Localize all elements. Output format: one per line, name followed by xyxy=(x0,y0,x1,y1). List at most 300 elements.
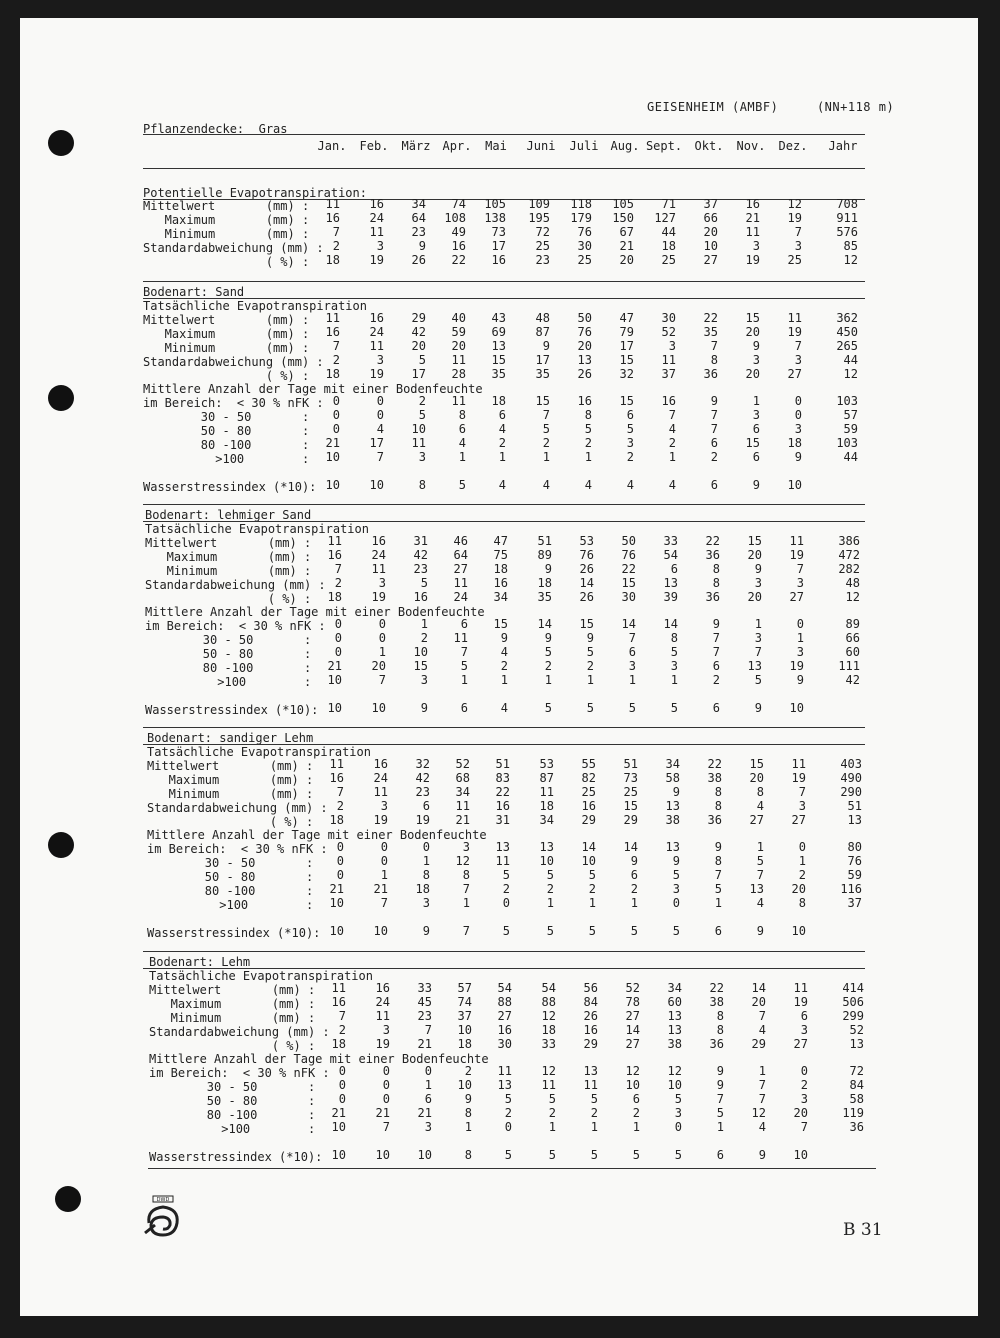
table-cell: 9 xyxy=(714,840,722,854)
row-label: Wasserstressindex (*10): xyxy=(143,480,317,494)
table-cell: 7 xyxy=(462,924,470,938)
table-cell: 3 xyxy=(422,896,430,910)
table-cell: 10 xyxy=(325,478,340,492)
table-cell: 103 xyxy=(836,436,858,450)
table-cell: 36 xyxy=(709,1037,724,1051)
table-cell: 8 xyxy=(714,854,722,868)
table-cell: 7 xyxy=(712,645,720,659)
table-cell: 6 xyxy=(800,1009,808,1023)
table-cell: 9 xyxy=(754,701,762,715)
days-title: Mittlere Anzahl der Tage mit einer Bodenfeuchte xyxy=(149,1052,489,1066)
table-cell: 33 xyxy=(417,981,432,995)
table-cell: 3 xyxy=(668,339,676,353)
divider xyxy=(143,504,865,505)
table-cell: 1 xyxy=(586,673,594,687)
table-cell: 18 xyxy=(491,394,506,408)
table-cell: 22 xyxy=(495,785,510,799)
table-cell: 576 xyxy=(836,225,858,239)
divider xyxy=(148,1168,876,1169)
table-cell: 76 xyxy=(577,325,592,339)
month-header: Apr. xyxy=(442,139,472,153)
table-cell: 11 xyxy=(327,534,342,548)
table-cell: 7 xyxy=(758,1092,766,1106)
table-cell: 8 xyxy=(462,868,470,882)
table-cell: 47 xyxy=(619,311,634,325)
table-cell: 29 xyxy=(411,311,426,325)
table-cell: 108 xyxy=(444,211,466,225)
table-cell: 4 xyxy=(500,645,508,659)
table-cell: 2 xyxy=(418,394,426,408)
days-title: Mittlere Anzahl der Tage mit einer Bodenfeuchte xyxy=(143,382,483,396)
row-label: 30 - 50 : xyxy=(149,1080,316,1094)
table-cell: 1 xyxy=(548,1120,556,1134)
table-cell: 11 xyxy=(495,854,510,868)
table-cell: 0 xyxy=(382,1092,390,1106)
table-cell: 29 xyxy=(583,1037,598,1051)
table-cell: 9 xyxy=(752,339,760,353)
table-cell: 29 xyxy=(751,1037,766,1051)
table-cell: 7 xyxy=(424,1023,432,1037)
table-cell: 20 xyxy=(749,771,764,785)
table-cell: 4 xyxy=(500,701,508,715)
table-cell: 7 xyxy=(460,645,468,659)
table-cell: 36 xyxy=(703,367,718,381)
table-cell: 11 xyxy=(541,1078,556,1092)
table-cell: 34 xyxy=(493,590,508,604)
table-cell: 87 xyxy=(539,771,554,785)
table-cell: 3 xyxy=(796,576,804,590)
table-cell: 15 xyxy=(491,353,506,367)
table-cell: 4 xyxy=(584,478,592,492)
table-cell: 17 xyxy=(619,339,634,353)
table-cell: 490 xyxy=(840,771,862,785)
table-cell: 8 xyxy=(464,1106,472,1120)
table-cell: 7 xyxy=(800,1120,808,1134)
table-cell: 38 xyxy=(709,995,724,1009)
table-cell: 7 xyxy=(798,785,806,799)
table-cell: 48 xyxy=(845,576,860,590)
table-cell: 22 xyxy=(707,757,722,771)
table-cell: 0 xyxy=(800,1064,808,1078)
table-cell: 56 xyxy=(583,981,598,995)
table-cell: 60 xyxy=(845,645,860,659)
row-label: 80 -100 : xyxy=(149,1108,316,1122)
table-cell: 13 xyxy=(495,840,510,854)
table-cell: 22 xyxy=(705,534,720,548)
table-cell: 103 xyxy=(836,394,858,408)
table-cell: 9 xyxy=(672,854,680,868)
table-cell: 76 xyxy=(621,548,636,562)
table-cell: 3 xyxy=(800,1092,808,1106)
table-cell: 37 xyxy=(703,197,718,211)
table-cell: 76 xyxy=(579,548,594,562)
table-cell: 18 xyxy=(537,576,552,590)
table-cell: 37 xyxy=(661,367,676,381)
plant-cover-label: Pflanzendecke: Gras xyxy=(143,122,288,136)
table-cell: 23 xyxy=(411,225,426,239)
table-cell: 10 xyxy=(457,1023,472,1037)
table-cell: 9 xyxy=(712,617,720,631)
table-cell: 9 xyxy=(542,339,550,353)
month-header: Jahr xyxy=(828,139,858,153)
table-cell: 38 xyxy=(667,1037,682,1051)
table-cell: 2 xyxy=(546,882,554,896)
table-cell: 0 xyxy=(380,840,388,854)
table-cell: 9 xyxy=(752,478,760,492)
table-cell: 20 xyxy=(577,339,592,353)
table-cell: 23 xyxy=(417,1009,432,1023)
table-cell: 60 xyxy=(667,995,682,1009)
table-cell: 0 xyxy=(378,631,386,645)
table-cell: 5 xyxy=(626,422,634,436)
table-cell: 0 xyxy=(338,1078,346,1092)
table-cell: 11 xyxy=(789,534,804,548)
table-cell: 17 xyxy=(491,239,506,253)
table-cell: 2 xyxy=(544,659,552,673)
table-cell: 1 xyxy=(544,673,552,687)
table-cell: 1 xyxy=(420,617,428,631)
table-cell: 0 xyxy=(674,1120,682,1134)
table-cell: 1 xyxy=(460,673,468,687)
table-cell: 25 xyxy=(623,785,638,799)
table-cell: 1 xyxy=(458,450,466,464)
table-cell: 0 xyxy=(794,408,802,422)
table-cell: 37 xyxy=(847,896,862,910)
table-cell: 2 xyxy=(464,1064,472,1078)
table-cell: 88 xyxy=(497,995,512,1009)
table-cell: 0 xyxy=(334,645,342,659)
table-cell: 73 xyxy=(623,771,638,785)
table-cell: 5 xyxy=(632,1148,640,1162)
table-cell: 88 xyxy=(541,995,556,1009)
table-cell: 118 xyxy=(570,197,592,211)
table-cell: 20 xyxy=(703,225,718,239)
table-cell: 40 xyxy=(451,311,466,325)
section-subtitle: Tatsächliche Evapotranspiration xyxy=(149,969,373,983)
table-cell: 21 xyxy=(325,436,340,450)
table-cell: 7 xyxy=(714,868,722,882)
table-cell: 0 xyxy=(424,1064,432,1078)
table-cell: 27 xyxy=(791,813,806,827)
row-label: Mittelwert (mm) : xyxy=(143,313,310,327)
table-cell: 27 xyxy=(789,590,804,604)
page-number: B 31 xyxy=(843,1220,883,1240)
table-cell: 15 xyxy=(619,353,634,367)
table-cell: 6 xyxy=(460,701,468,715)
table-cell: 16 xyxy=(325,325,340,339)
table-cell: 22 xyxy=(709,981,724,995)
table-cell: 30 xyxy=(497,1037,512,1051)
table-cell: 3 xyxy=(378,576,386,590)
row-label: >100 : xyxy=(145,675,312,689)
table-cell: 150 xyxy=(612,211,634,225)
table-cell: 54 xyxy=(541,981,556,995)
table-cell: 13 xyxy=(665,840,680,854)
table-cell: 33 xyxy=(663,534,678,548)
table-cell: 5 xyxy=(716,1106,724,1120)
table-cell: 52 xyxy=(661,325,676,339)
table-cell: 12 xyxy=(843,253,858,267)
month-header: Mai xyxy=(485,139,507,153)
row-label: Standardabweichung (mm) : xyxy=(149,1025,330,1039)
table-cell: 5 xyxy=(586,645,594,659)
table-cell: 11 xyxy=(793,981,808,995)
table-cell: 1 xyxy=(500,673,508,687)
table-cell: 0 xyxy=(336,840,344,854)
table-cell: 10 xyxy=(787,478,802,492)
table-cell: 11 xyxy=(371,562,386,576)
table-cell: 1 xyxy=(714,896,722,910)
row-label: >100 : xyxy=(147,898,314,912)
row-label: Maximum (mm) : xyxy=(145,550,312,564)
table-cell: 27 xyxy=(703,253,718,267)
table-cell: 2 xyxy=(338,1023,346,1037)
table-cell: 18 xyxy=(331,1037,346,1051)
table-cell: 0 xyxy=(796,617,804,631)
table-cell: 10 xyxy=(331,1148,346,1162)
table-cell: 22 xyxy=(621,562,636,576)
table-cell: 9 xyxy=(794,450,802,464)
table-cell: 2 xyxy=(548,1106,556,1120)
row-label: Standardabweichung (mm) : xyxy=(145,578,326,592)
table-cell: 69 xyxy=(491,325,506,339)
table-cell: 64 xyxy=(411,211,426,225)
table-cell: 5 xyxy=(542,422,550,436)
table-cell: 5 xyxy=(502,924,510,938)
table-cell: 16 xyxy=(369,311,384,325)
table-cell: 7 xyxy=(710,339,718,353)
table-cell: 3 xyxy=(796,645,804,659)
table-cell: 111 xyxy=(838,659,860,673)
table-cell: 0 xyxy=(422,840,430,854)
table-cell: 13 xyxy=(667,1009,682,1023)
table-cell: 32 xyxy=(619,367,634,381)
row-label: Minimum (mm) : xyxy=(145,564,312,578)
table-cell: 1 xyxy=(498,450,506,464)
row-label: Minimum (mm) : xyxy=(143,227,310,241)
section-title: Bodenart: sandiger Lehm xyxy=(147,731,314,745)
table-cell: 10 xyxy=(793,1148,808,1162)
table-cell: 11 xyxy=(325,311,340,325)
row-label: 80 -100 : xyxy=(147,884,314,898)
table-cell: 52 xyxy=(455,757,470,771)
row-label: ( %) : xyxy=(143,369,310,383)
table-cell: 35 xyxy=(491,367,506,381)
table-cell: 27 xyxy=(497,1009,512,1023)
table-cell: 15 xyxy=(621,576,636,590)
table-cell: 5 xyxy=(458,478,466,492)
table-cell: 76 xyxy=(577,225,592,239)
table-cell: 27 xyxy=(625,1037,640,1051)
table-cell: 6 xyxy=(716,1148,724,1162)
table-cell: 1 xyxy=(716,1120,724,1134)
table-cell: 9 xyxy=(716,1078,724,1092)
table-cell: 6 xyxy=(632,1092,640,1106)
table-cell: 4 xyxy=(376,422,384,436)
table-cell: 19 xyxy=(789,548,804,562)
table-cell: 19 xyxy=(793,995,808,1009)
table-cell: 0 xyxy=(382,1064,390,1078)
table-cell: 89 xyxy=(537,548,552,562)
table-cell: 34 xyxy=(667,981,682,995)
table-cell: 12 xyxy=(845,590,860,604)
month-header: Dez. xyxy=(778,139,808,153)
table-cell: 1 xyxy=(588,896,596,910)
table-cell: 4 xyxy=(458,436,466,450)
table-cell: 49 xyxy=(451,225,466,239)
table-cell: 6 xyxy=(670,562,678,576)
table-cell: 12 xyxy=(667,1064,682,1078)
station-header: GEISENHEIM (AMBF) (NN+118 m) xyxy=(647,100,895,114)
table-cell: 36 xyxy=(707,813,722,827)
table-cell: 2 xyxy=(336,799,344,813)
table-cell: 8 xyxy=(584,408,592,422)
table-cell: 55 xyxy=(581,757,596,771)
table-cell: 53 xyxy=(539,757,554,771)
table-cell: 66 xyxy=(703,211,718,225)
table-cell: 72 xyxy=(535,225,550,239)
row-label: Minimum (mm) : xyxy=(149,1011,316,1025)
table-cell: 16 xyxy=(491,253,506,267)
table-cell: 10 xyxy=(417,1148,432,1162)
table-cell: 2 xyxy=(668,436,676,450)
section-title: Bodenart: Lehm xyxy=(149,955,251,969)
table-cell: 15 xyxy=(745,311,760,325)
table-cell: 1 xyxy=(670,673,678,687)
table-cell: 1 xyxy=(796,631,804,645)
table-cell: 13 xyxy=(577,353,592,367)
days-title: Mittlere Anzahl der Tage mit einer Bodenfeuchte xyxy=(147,828,487,842)
table-cell: 2 xyxy=(630,882,638,896)
table-cell: 6 xyxy=(460,617,468,631)
table-cell: 4 xyxy=(498,422,506,436)
table-cell: 18 xyxy=(329,813,344,827)
table-cell: 72 xyxy=(849,1064,864,1078)
month-header: Nov. xyxy=(736,139,766,153)
table-cell: 2 xyxy=(498,436,506,450)
table-cell: 74 xyxy=(451,197,466,211)
table-cell: 2 xyxy=(712,673,720,687)
table-cell: 8 xyxy=(798,896,806,910)
table-cell: 3 xyxy=(382,1023,390,1037)
month-header: Feb. xyxy=(359,139,389,153)
table-cell: 18 xyxy=(541,1023,556,1037)
table-cell: 54 xyxy=(663,548,678,562)
row-label: im Bereich: < 30 % nFK : xyxy=(149,1066,330,1080)
table-cell: 19 xyxy=(369,367,384,381)
table-cell: 14 xyxy=(621,617,636,631)
table-cell: 59 xyxy=(451,325,466,339)
table-cell: 11 xyxy=(369,339,384,353)
table-cell: 12 xyxy=(541,1064,556,1078)
table-cell: 0 xyxy=(504,1120,512,1134)
table-cell: 42 xyxy=(413,548,428,562)
table-cell: 5 xyxy=(460,659,468,673)
table-cell: 414 xyxy=(842,981,864,995)
table-cell: 19 xyxy=(375,1037,390,1051)
section-title: Bodenart: lehmiger Sand xyxy=(145,508,312,522)
table-cell: 3 xyxy=(754,576,762,590)
table-cell: 14 xyxy=(623,840,638,854)
table-cell: 10 xyxy=(331,1120,346,1134)
table-cell: 1 xyxy=(422,854,430,868)
table-cell: 2 xyxy=(332,239,340,253)
table-cell: 16 xyxy=(497,1023,512,1037)
table-cell: 13 xyxy=(497,1078,512,1092)
table-cell: 51 xyxy=(847,799,862,813)
table-cell: 5 xyxy=(756,854,764,868)
table-cell: 85 xyxy=(843,239,858,253)
table-cell: 15 xyxy=(747,534,762,548)
table-cell: 34 xyxy=(539,813,554,827)
month-header: Sept. xyxy=(645,139,683,153)
table-cell: 29 xyxy=(581,813,596,827)
table-cell: 708 xyxy=(836,197,858,211)
table-cell: 0 xyxy=(378,617,386,631)
table-cell: 19 xyxy=(415,813,430,827)
table-cell: 24 xyxy=(371,548,386,562)
row-label: Minimum (mm) : xyxy=(147,787,314,801)
row-label: Standardabweichung (mm) : xyxy=(143,241,324,255)
table-cell: 34 xyxy=(665,757,680,771)
table-cell: 1 xyxy=(584,450,592,464)
table-cell: 18 xyxy=(415,882,430,896)
table-cell: 7 xyxy=(628,631,636,645)
table-cell: 0 xyxy=(332,422,340,436)
table-cell: 195 xyxy=(528,211,550,225)
table-cell: 7 xyxy=(794,339,802,353)
table-cell: 19 xyxy=(787,211,802,225)
table-cell: 11 xyxy=(791,757,806,771)
table-cell: 138 xyxy=(484,211,506,225)
table-cell: 84 xyxy=(849,1078,864,1092)
table-cell: 26 xyxy=(583,1009,598,1023)
table-cell: 20 xyxy=(747,590,762,604)
table-cell: 9 xyxy=(422,924,430,938)
section-title: Potentielle Evapotranspiration: xyxy=(143,186,367,200)
table-cell: 29 xyxy=(623,813,638,827)
table-cell: 16 xyxy=(371,534,386,548)
table-cell: 15 xyxy=(493,617,508,631)
table-cell: 10 xyxy=(413,645,428,659)
table-cell: 4 xyxy=(542,478,550,492)
table-cell: 2 xyxy=(504,1106,512,1120)
table-cell: 17 xyxy=(411,367,426,381)
table-cell: 30 xyxy=(661,311,676,325)
divider xyxy=(143,281,865,282)
table-cell: 19 xyxy=(791,771,806,785)
table-cell: 26 xyxy=(577,367,592,381)
table-cell: 5 xyxy=(420,576,428,590)
table-cell: 11 xyxy=(325,197,340,211)
table-cell: 10 xyxy=(373,924,388,938)
table-cell: 21 xyxy=(329,882,344,896)
table-cell: 3 xyxy=(794,353,802,367)
table-cell: 8 xyxy=(756,785,764,799)
table-cell: 10 xyxy=(667,1078,682,1092)
table-cell: 6 xyxy=(424,1092,432,1106)
table-cell: 2 xyxy=(500,659,508,673)
row-label: Wasserstressindex (*10): xyxy=(149,1150,323,1164)
table-cell: 19 xyxy=(371,590,386,604)
table-cell: 10 xyxy=(327,701,342,715)
table-cell: 11 xyxy=(661,353,676,367)
table-cell: 1 xyxy=(590,1120,598,1134)
table-cell: 12 xyxy=(787,197,802,211)
table-cell: 11 xyxy=(453,631,468,645)
table-cell: 8 xyxy=(464,1148,472,1162)
table-cell: 25 xyxy=(535,239,550,253)
